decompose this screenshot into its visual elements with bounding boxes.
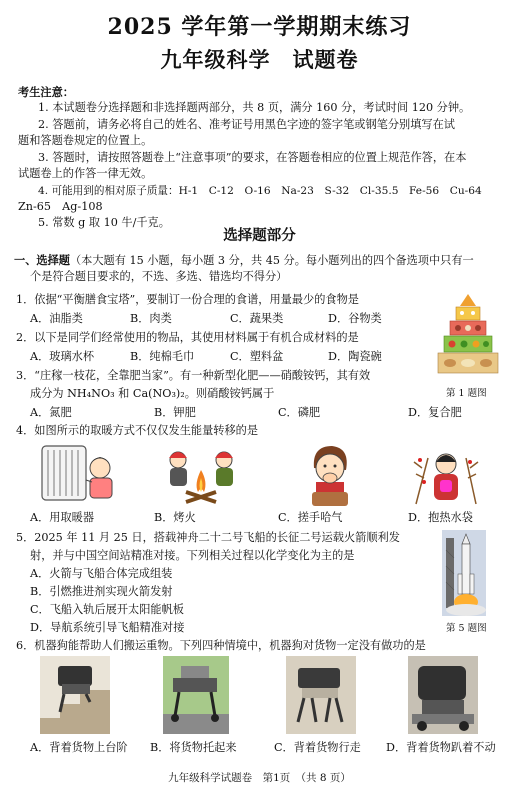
exam-title: 2025 学年第一学期期末练习 bbox=[107, 14, 412, 40]
q3-option-d: D．复合肥 bbox=[408, 406, 462, 419]
notice-item: 5. 常数 g 取 10 牛/千克。 bbox=[38, 216, 170, 229]
q1-option-b: B．肉类 bbox=[130, 312, 172, 325]
hot-water-bag-image bbox=[410, 438, 482, 508]
q6-option-c: C．背着货物行走 bbox=[274, 741, 361, 754]
q6-option-a: A．背着货物上台阶 bbox=[30, 741, 128, 754]
q3-option-b: B．钾肥 bbox=[154, 406, 196, 419]
q5-stem-line1: 5．2025 年 11 月 25 日，搭载神舟二十二号飞船的长征二号运载火箭顺利发 bbox=[16, 531, 400, 544]
q2-stem: 2．以下是同学们经常使用的物品，其使用材料属于有机合成材料的是 bbox=[16, 331, 359, 344]
q5-stem-line2: 射，并与中国空间站精准对接。下列相关过程以化学变化为主的是 bbox=[30, 549, 355, 562]
part1-intro: （本大题有 15 小题，每小题 3 分，共 45 分。每小题列出的四个备选项中只有一 bbox=[69, 254, 474, 267]
notice-item: Zn-65 Ag-108 bbox=[18, 200, 103, 213]
q1-option-a: A．油脂类 bbox=[30, 312, 83, 325]
q2-option-b: B．纯棉毛巾 bbox=[130, 350, 195, 363]
q4-option-b: B．烤火 bbox=[154, 511, 196, 524]
q2-option-d: D．陶瓷碗 bbox=[328, 350, 382, 363]
q6-option-b: B．将货物托起来 bbox=[150, 741, 237, 754]
part1-intro-line1 bbox=[14, 252, 474, 269]
robot-dog-stairs-image bbox=[40, 656, 110, 734]
q1-option-c: C．蔬果类 bbox=[230, 312, 284, 325]
q4-option-a: A．用取暖器 bbox=[30, 511, 95, 524]
q3-stem-line2: 成分为 NH₄NO₃ 和 Ca(NO₃)₂。则硝酸铵钙属于 bbox=[30, 387, 275, 400]
q3-stem-line1: 3．“庄稼一枝花，全靠肥当家”。有一种新型化肥——硝酸铵钙，其有效 bbox=[16, 369, 371, 382]
part1-intro-line2: 个是符合题目要求的，不选、多选、错选均不得分） bbox=[30, 270, 288, 283]
q4-stem: 4．如图所示的取暖方式不仅仅发生能量转移的是 bbox=[16, 424, 259, 437]
robot-dog-lifting-image bbox=[163, 656, 229, 734]
notice-item: 题和答题卷规定的位置上。 bbox=[18, 134, 153, 147]
food-pyramid-image bbox=[436, 292, 500, 378]
part1-label: 一、选择题 bbox=[14, 253, 70, 267]
q6-option-d: D．背着货物趴着不动 bbox=[386, 741, 496, 754]
rocket-launch-image bbox=[442, 530, 486, 616]
q5-figure-caption: 第 5 题图 bbox=[446, 623, 487, 634]
notice-item: 1. 本试题卷分选择题和非选择题两部分，共 8 页，满分 160 分，考试时间 120 分钟。 bbox=[38, 101, 471, 114]
q6-stem: 6．机器狗能帮助人们搬运重物。下列四种情境中，机器狗对货物一定没有做功的是 bbox=[16, 639, 426, 652]
q5-option-a: A．火箭与飞船合体完成组装 bbox=[30, 567, 173, 580]
section-title: 选择题部分 bbox=[223, 227, 296, 244]
notice-heading: 考生注意： bbox=[18, 85, 74, 99]
q4-option-c: C．搓手哈气 bbox=[278, 511, 343, 524]
robot-dog-walking-image bbox=[286, 656, 356, 734]
q3-option-c: C．磷肥 bbox=[278, 406, 321, 419]
q5-option-c: C．飞船入轨后展开太阳能帆板 bbox=[30, 603, 184, 616]
campfire-image bbox=[160, 440, 242, 508]
exam-subtitle: 九年级科学 试题卷 bbox=[160, 47, 359, 72]
notice-item: 3. 答题时，请按照答题卷上“注意事项”的要求，在答题卷相应的位置上规范作答，在本 bbox=[38, 151, 467, 164]
rubbing-hands-image bbox=[300, 438, 360, 508]
page-footer: 九年级科学试题卷 第1页 （共 8 页） bbox=[168, 772, 351, 784]
q2-option-c: C．塑料盆 bbox=[230, 350, 284, 363]
q4-option-d: D．抱热水袋 bbox=[408, 511, 473, 524]
notice-item: 4. 可能用到的相对原子质量：H-1 C-12 O-16 Na-23 S-32 Cl-35.5 Fe-56 Cu-64 bbox=[38, 185, 482, 197]
q5-option-b: B．引燃推进剂实现火箭发射 bbox=[30, 585, 173, 598]
q1-option-d: D．谷物类 bbox=[328, 312, 382, 325]
heater-image bbox=[40, 440, 116, 508]
robot-dog-resting-image bbox=[408, 656, 478, 734]
q5-option-d: D．导航系统引导飞船精准对接 bbox=[30, 621, 185, 634]
q1-figure-caption: 第 1 题图 bbox=[446, 388, 487, 399]
q2-option-a: A．玻璃水杯 bbox=[30, 350, 95, 363]
notice-item: 试题卷上的作答一律无效。 bbox=[18, 167, 153, 180]
q3-option-a: A．氮肥 bbox=[30, 406, 72, 419]
q1-stem: 1．依据“平衡膳食宝塔”，要制订一份合理的食谱，用量最少的食物是 bbox=[16, 293, 359, 306]
notice-item: 2. 答题前，请务必将自己的姓名、准考证号用黑色字迹的签字笔或钢笔分别填写在试 bbox=[38, 118, 455, 131]
